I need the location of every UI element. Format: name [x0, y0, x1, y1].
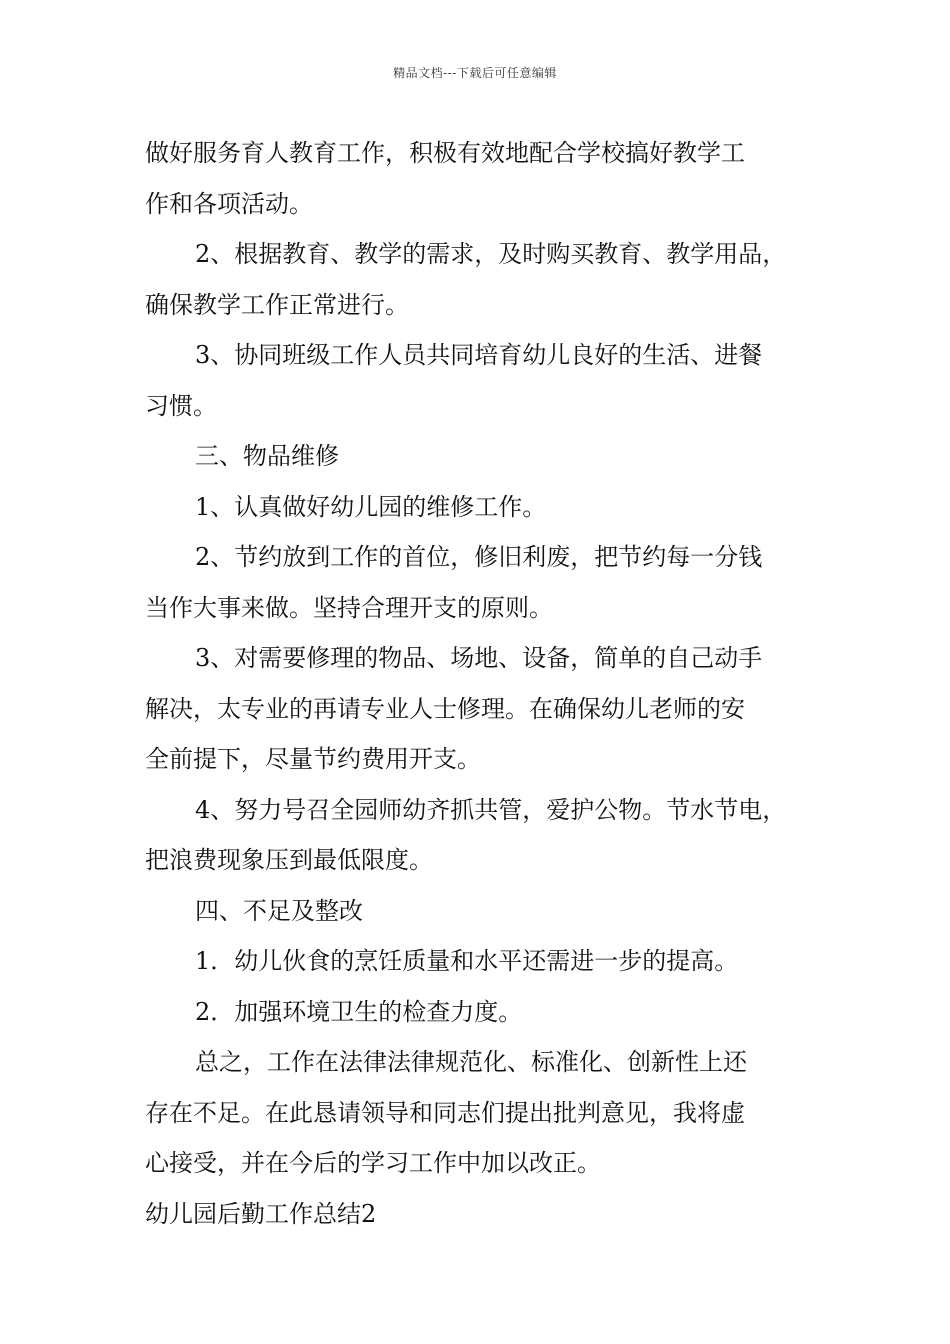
section-heading: 四、不足及整改 [195, 896, 363, 925]
text-line: 2．加强环境卫生的检查力度。 [195, 997, 523, 1026]
page-header: 精品文档---下载后可任意编辑 [393, 66, 557, 80]
text-line: 2、节约放到工作的首位，修旧利废，把节约每一分钱 [195, 543, 763, 571]
text-line: 当作大事来做。坚持合理开支的原则。 [145, 593, 553, 622]
text-line: 1．幼儿伙食的烹饪质量和水平还需进一步的提高。 [195, 947, 739, 975]
text-line: 4、努力号召全园师幼齐抓共管，爱护公物。节水节电， [195, 795, 787, 824]
text-line: 存在不足。在此恳请领导和同志们提出批判意见，我将虚 [145, 1098, 745, 1127]
document-body [145, 128, 813, 1239]
text-line: 做好服务育人教育工作，积极有效地配合学校搞好教学工 [145, 139, 745, 167]
text-line: 习惯。 [145, 391, 217, 420]
text-line: 把浪费现象压到最低限度。 [145, 846, 433, 874]
text-line: 2、根据教育、教学的需求，及时购买教育、教学用品， [195, 240, 787, 268]
text-line: 心接受，并在今后的学习工作中加以改正。 [145, 1149, 601, 1177]
text-line: 确保教学工作正常进行。 [145, 290, 409, 319]
text-line: 3、协同班级工作人员共同培育幼儿良好的生活、进餐 [195, 341, 763, 369]
document-title: 幼儿园后勤工作总结2 [145, 1199, 377, 1228]
text-line: 3、对需要修理的物品、场地、设备，简单的自己动手 [195, 644, 763, 672]
text-line: 全前提下，尽量节约费用开支。 [145, 745, 481, 773]
text-line: 解决，太专业的再请专业人士修理。在确保幼儿老师的安 [145, 694, 745, 723]
section-heading: 三、物品维修 [195, 442, 339, 470]
text-line: 1、认真做好幼儿园的维修工作。 [195, 492, 547, 521]
text-line: 作和各项活动。 [145, 189, 313, 218]
text-line: 总之，工作在法律法律规范化、标准化、创新性上还 [195, 1048, 747, 1076]
